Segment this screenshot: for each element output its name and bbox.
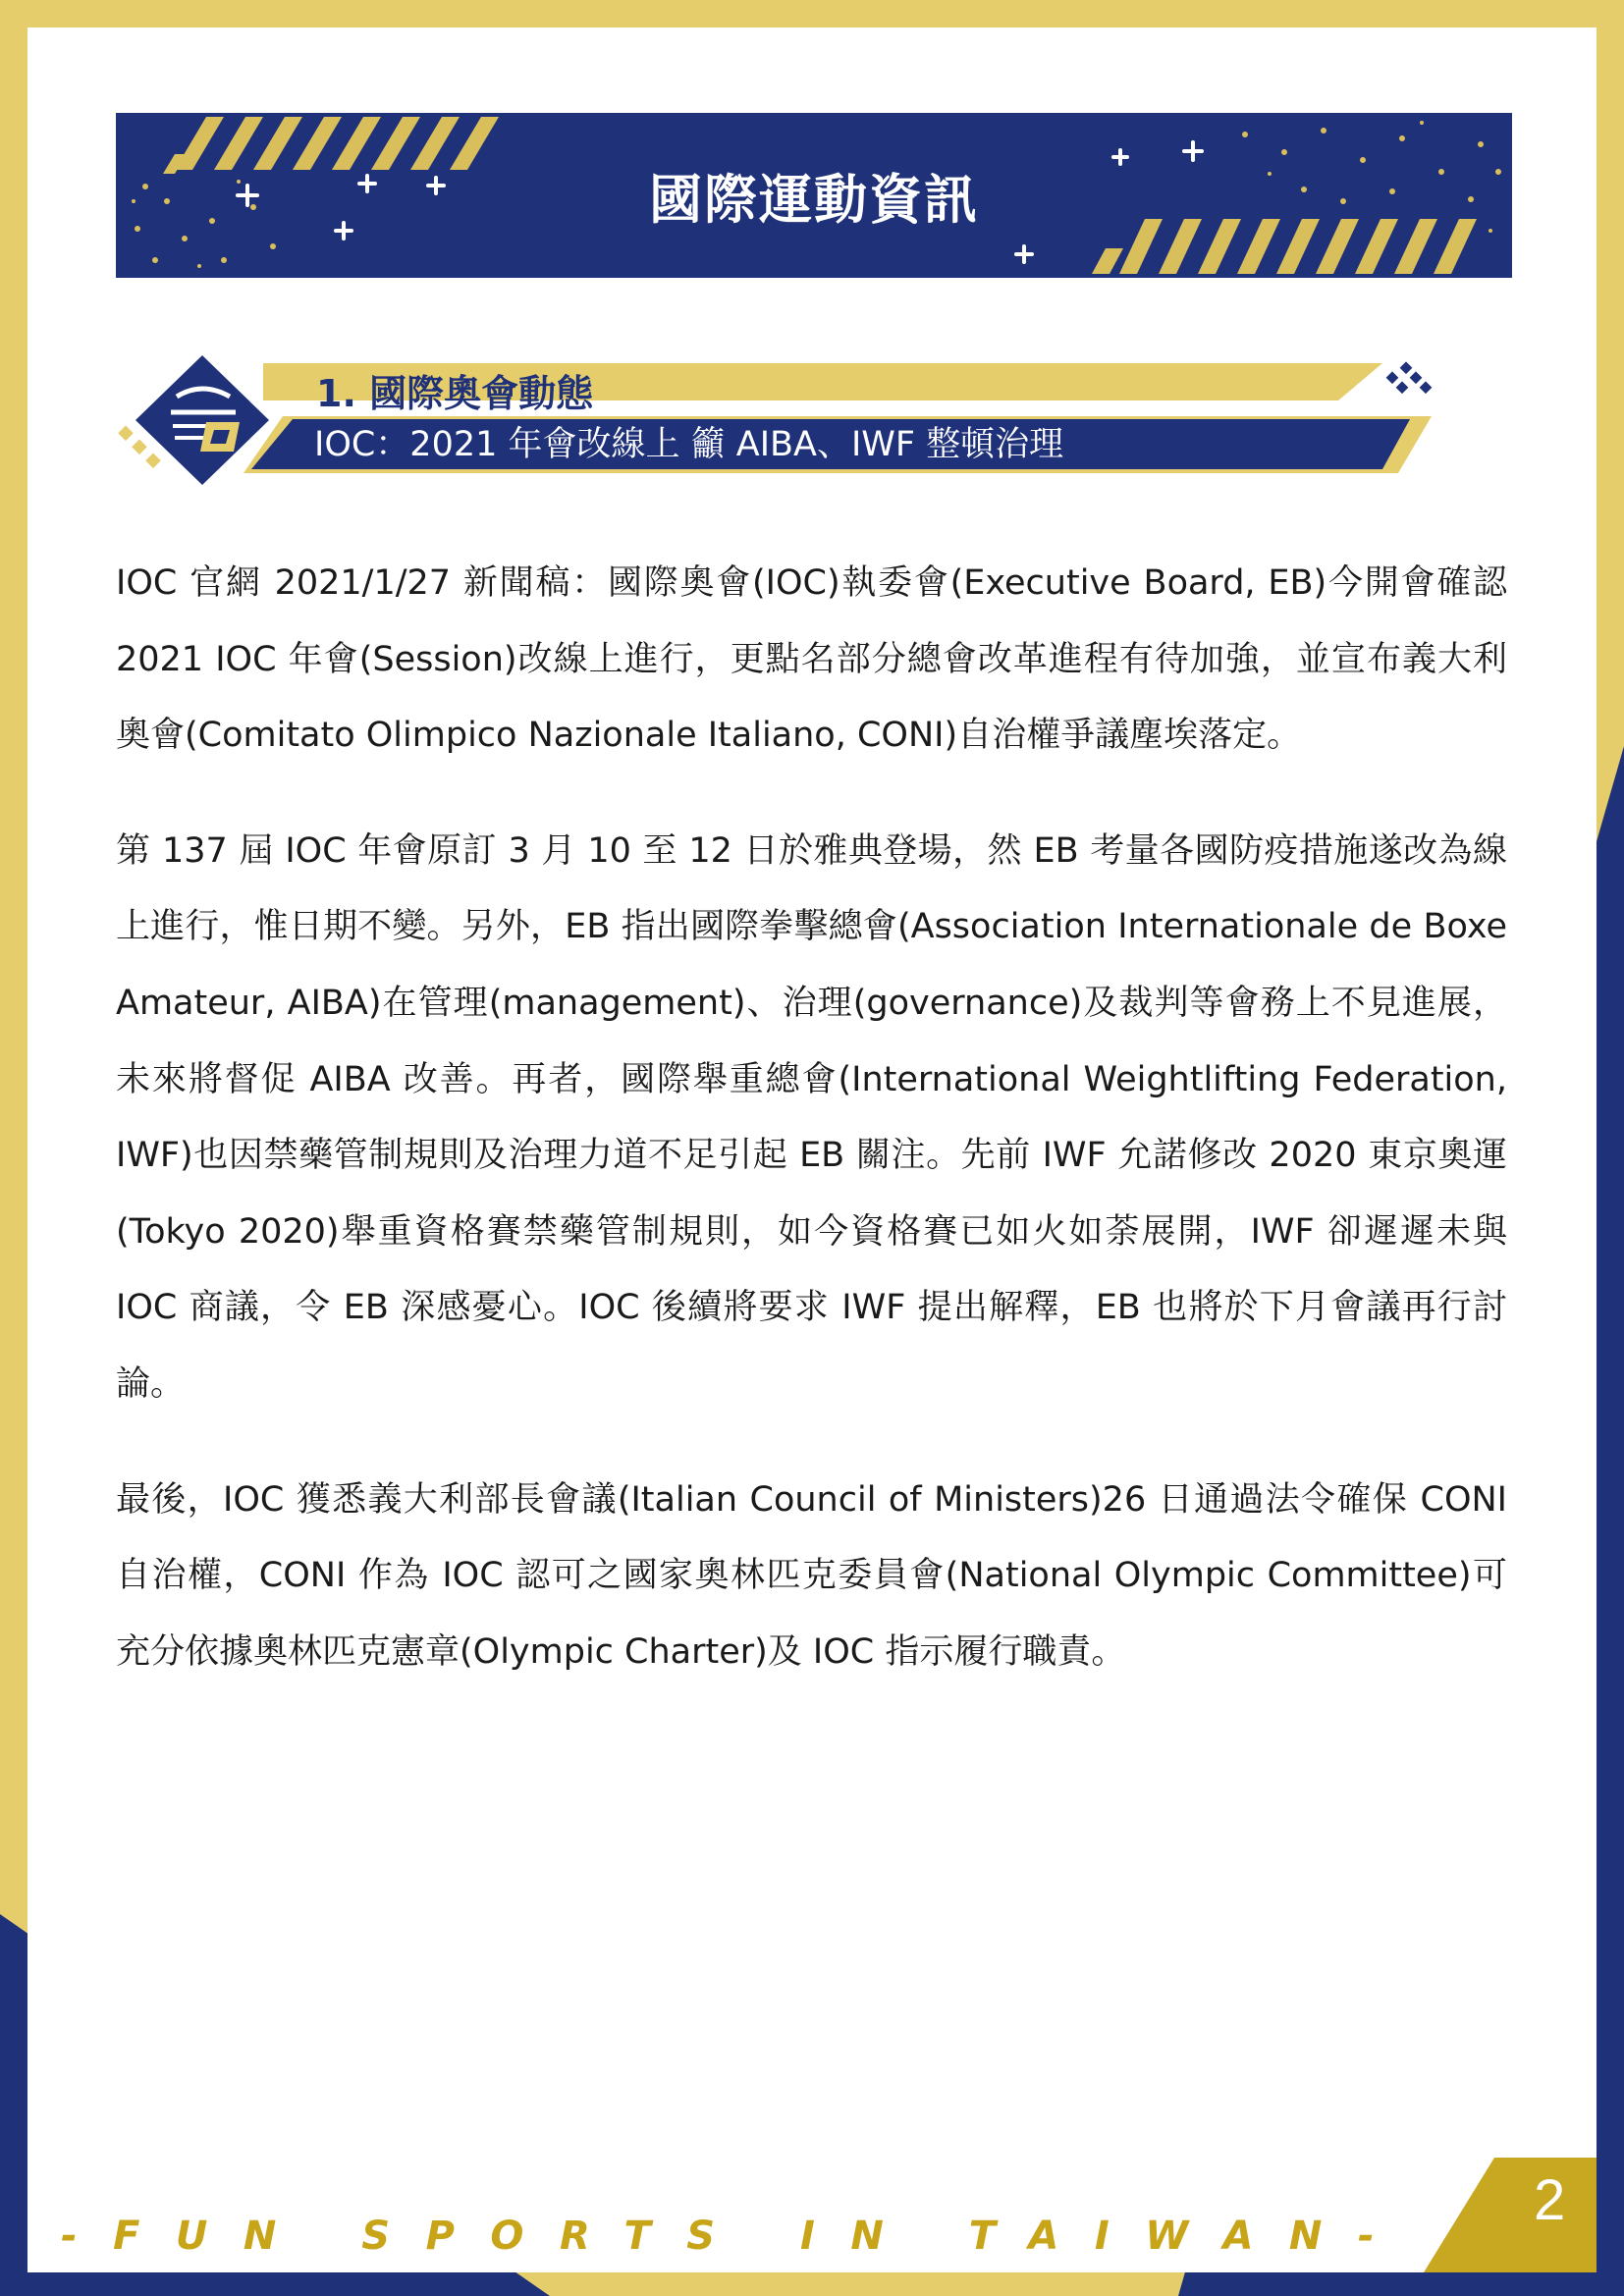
section-subtitle: IOC：2021 年會改線上 籲 AIBA、IWF 整頓治理	[314, 425, 1064, 464]
section-header-graphic	[116, 342, 1436, 491]
article-body	[116, 546, 1507, 1690]
page-number: 2	[1534, 2168, 1566, 2232]
footer-slogan: -FUN SPORTS IN TAIWAN-	[61, 2214, 1410, 2259]
paragraph-1: IOC 官網 2021/1/27 新聞稿：國際奧會(IOC)執委會(Executive Board, EB)今開會確認 2021 IOC 年會(Session)改線上進行，更點名部分總會改革進程有待加強，並宣布義大利奧會(Comitato Olimpico Nazionale Italiano, CONI)自治權爭議塵埃落定。	[116, 563, 1507, 756]
paragraph-2: 第 137 屆 IOC 年會原訂 3 月 10 至 12 日於雅典登場，然 EB 考量各國防疫措施遂改為線上進行，惟日期不變。另外，EB 指出國際拳擊總會(Association Internationale de Boxe Amateur, AIBA)在管理(management)、治理(governance)及裁判等會務上不見進展，未來將督促 AIBA 改善。再者，國際舉重總會(International Weightlifting Federation, IWF)也因禁藥管制規則及治理力道不足引起 EB 關注。先前 IWF 允諾修改 2020 東京奧運(Tokyo 2020)舉重資格賽禁藥管制規則，如今資格賽已如火如荼展開，IWF 卻遲遲未與 IOC 商議，令 EB 深感憂心。IOC 後續將要求 IWF 提出解釋，EB 也將於下月會議再行討論。	[116, 830, 1507, 1404]
paragraph-3: 最後，IOC 獲悉義大利部長會議(Italian Council of Ministers)26 日通過法令確保 CONI 自治權，CONI 作為 IOC 認可之國家奧林匹克委員會(National Olympic Committee)可充分依據奧林匹克憲章(Olympic Charter)及 IOC 指示履行職責。	[116, 1479, 1507, 1672]
banner-title: 國際運動資訊	[649, 168, 979, 231]
section-header	[116, 342, 1436, 491]
header-banner	[116, 113, 1512, 278]
section-title: 1. 國際奧會動態	[316, 372, 594, 415]
page-number-tab	[1424, 2158, 1597, 2272]
